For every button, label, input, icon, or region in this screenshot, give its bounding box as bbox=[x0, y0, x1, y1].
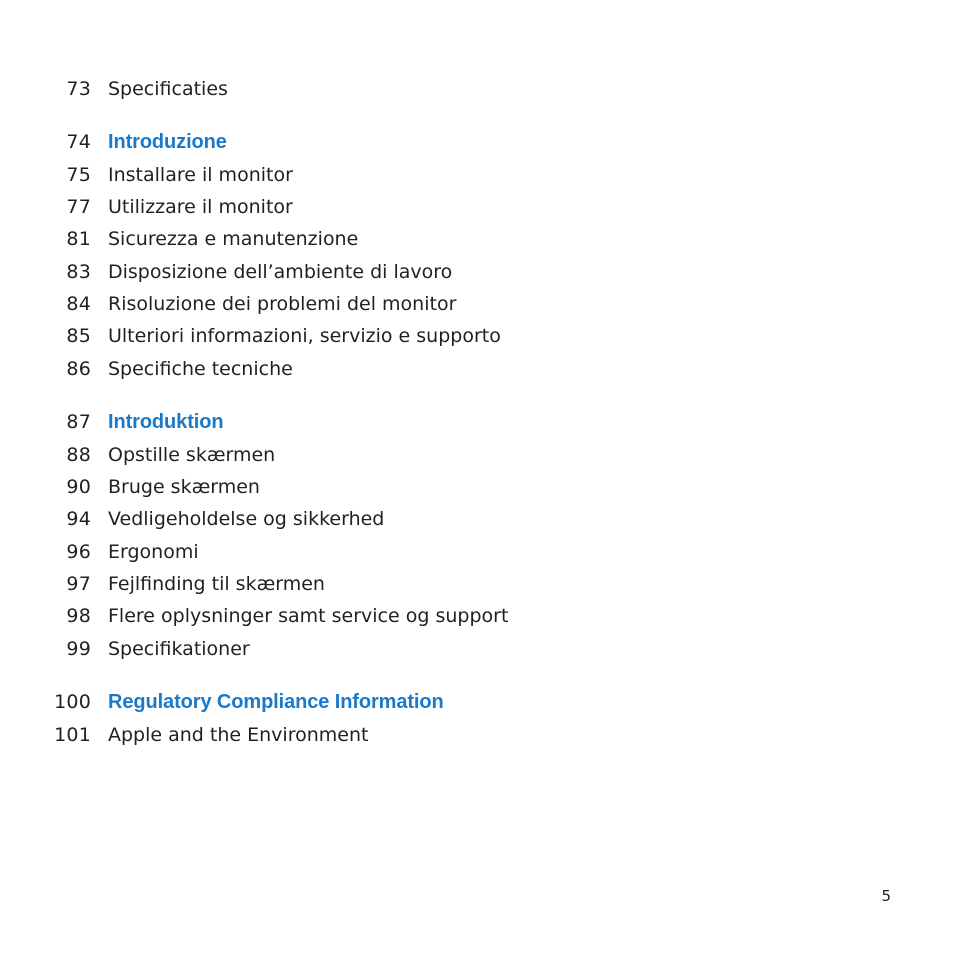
toc-entry bbox=[0, 443, 700, 467]
toc-page-number: 96 bbox=[66, 541, 91, 563]
toc-entry-title: Utilizzare il monitor bbox=[108, 196, 293, 218]
toc-section-heading bbox=[0, 410, 700, 434]
toc-page-number: 83 bbox=[66, 261, 91, 283]
toc-page-number: 85 bbox=[66, 325, 91, 347]
toc-entry-title: Flere oplysninger samt service og support bbox=[108, 605, 509, 627]
toc-page-number: 99 bbox=[66, 638, 91, 660]
toc-entry-title: Installare il monitor bbox=[108, 164, 293, 186]
toc-page-number: 81 bbox=[66, 228, 91, 250]
toc-section-title: Regulatory Compliance Information bbox=[108, 691, 444, 713]
toc-entry bbox=[0, 507, 700, 531]
toc-entry-title: Disposizione dell’ambiente di lavoro bbox=[108, 261, 453, 283]
toc-page-number: 97 bbox=[66, 573, 91, 595]
toc-page-number: 94 bbox=[66, 508, 91, 530]
toc-entry bbox=[0, 163, 700, 187]
toc-page-number: 75 bbox=[66, 164, 91, 186]
toc-page-number: 74 bbox=[66, 131, 91, 153]
toc-page-number: 84 bbox=[66, 293, 91, 315]
toc-entry-title: Specifiche tecniche bbox=[108, 358, 293, 380]
page-number: 5 bbox=[881, 887, 891, 905]
toc-entry-title: Vedligeholdelse og sikkerhed bbox=[108, 508, 385, 530]
toc-entry bbox=[0, 227, 700, 251]
toc-entry-title: Ergonomi bbox=[108, 541, 199, 563]
toc-entry-title: Specificaties bbox=[108, 78, 228, 100]
toc-page-number: 98 bbox=[66, 605, 91, 627]
toc-page-number: 77 bbox=[66, 196, 91, 218]
toc-entry-title: Opstille skærmen bbox=[108, 444, 276, 466]
toc-page-number: 100 bbox=[54, 691, 91, 713]
toc-section-title: Introduktion bbox=[108, 411, 224, 433]
toc-page-number: 73 bbox=[66, 78, 91, 100]
toc-entry bbox=[0, 357, 700, 381]
toc-entry bbox=[0, 195, 700, 219]
toc-page-number: 86 bbox=[66, 358, 91, 380]
toc-entry-title: Risoluzione dei problemi del monitor bbox=[108, 293, 457, 315]
toc-entry-title: Fejlfinding til skærmen bbox=[108, 573, 325, 595]
toc-entry-title: Ulteriori informazioni, servizio e supporto bbox=[108, 325, 501, 347]
toc-section-title: Introduzione bbox=[108, 131, 227, 153]
toc-page-number: 101 bbox=[54, 724, 91, 746]
toc-section-heading bbox=[0, 690, 700, 714]
toc-entry-title: Sicurezza e manutenzione bbox=[108, 228, 359, 250]
toc-entry-title: Apple and the Environment bbox=[108, 724, 369, 746]
toc-entry-title: Bruge skærmen bbox=[108, 476, 260, 498]
toc-entry-title: Specifikationer bbox=[108, 638, 250, 660]
toc-section-heading bbox=[0, 130, 700, 154]
toc-entry bbox=[0, 475, 700, 499]
toc-page-number: 88 bbox=[66, 444, 91, 466]
toc-entry bbox=[0, 324, 700, 348]
toc-entry bbox=[0, 292, 700, 316]
toc-entry bbox=[0, 572, 700, 596]
toc-entry bbox=[0, 637, 700, 661]
toc-entry bbox=[0, 723, 700, 747]
toc-page-number: 90 bbox=[66, 476, 91, 498]
toc-entry bbox=[0, 604, 700, 628]
toc-entry bbox=[0, 540, 700, 564]
toc-entry bbox=[0, 260, 700, 284]
toc-page-number: 87 bbox=[66, 411, 91, 433]
toc-entry bbox=[0, 77, 700, 101]
